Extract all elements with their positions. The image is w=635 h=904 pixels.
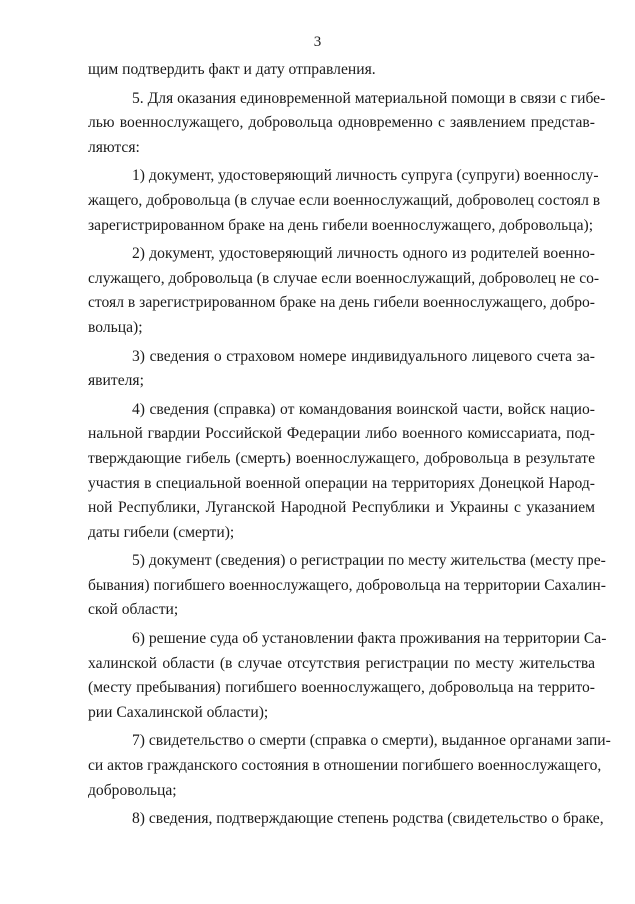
text-line: 7) свидетельство о смерти (справка о смерти), выданное органами запи- (132, 732, 611, 750)
text-line: нальной гвардии Российской Федерации либо военного комиссариата, под- (88, 425, 595, 443)
text-line: даты гибели (смерти); (88, 523, 235, 541)
text-line: 6) решение суда об установлении факта проживания на территории Са- (132, 630, 607, 648)
text-line: участия в специальной военной операции на территориях Донецкой Народ- (88, 474, 595, 492)
text-line: рии Сахалинской области); (88, 703, 269, 721)
text-line: ляются: (88, 138, 140, 156)
text-line: лью военнослужащего, добровольца одновременно с заявлением представ- (88, 114, 595, 132)
text-line: халинской области (в случае отсутствия регистрации по месту жительства (88, 654, 595, 672)
text-line: явителя; (88, 372, 144, 390)
text-line: 5) документ (сведения) о регистрации по месту жительства (месту пре- (132, 552, 606, 570)
text-line: си актов гражданского состояния в отношении погибшего военнослужащего, (88, 757, 602, 775)
text-line: добровольца; (88, 781, 177, 799)
text-line: служащего, добровольца (в случае если военнослужащий, доброволец не со- (88, 269, 600, 287)
text-line: 5. Для оказания единовременной материальной помощи в связи с гибе- (132, 89, 606, 107)
text-line: щим подтвердить факт и дату отправления. (88, 61, 376, 78)
page-number: 3 (313, 34, 322, 50)
text-line: 4) сведения (справка) от командования воинской части, войск нацио- (132, 400, 595, 418)
text-line: (месту пребывания) погибшего военнослужащего, добровольца на террито- (88, 679, 595, 697)
text-line: стоял в зарегистрированном браке на день гибели военнослужащего, добро- (88, 294, 595, 312)
text-line: 2) документ, удостоверяющий личность одного из родителей военно- (132, 245, 595, 263)
text-line: жащего, добровольца (в случае если военнослужащий, доброволец состоял в (88, 191, 601, 209)
text-line: ской области; (88, 601, 179, 619)
text-line: тверждающие гибель (смерть) военнослужащего, добровольца в результате (88, 449, 595, 467)
text-line: 8) сведения, подтверждающие степень родства (свидетельство о браке, (132, 810, 604, 828)
text-line: бывания) погибшего военнослужащего, добровольца на территории Сахалин- (88, 576, 606, 594)
text-line: 3) сведения о страховом номере индивидуального лицевого счета за- (132, 347, 595, 365)
text-line: вольца); (88, 318, 143, 336)
text-line: зарегистрированном браке на день гибели военнослужащего, добровольца); (88, 216, 594, 234)
text-line: 1) документ, удостоверяющий личность супруга (супруги) военнослу- (132, 167, 599, 185)
text-line: ной Республики, Луганской Народной Республики и Украины с указанием (88, 499, 595, 517)
document-body (88, 58, 611, 832)
